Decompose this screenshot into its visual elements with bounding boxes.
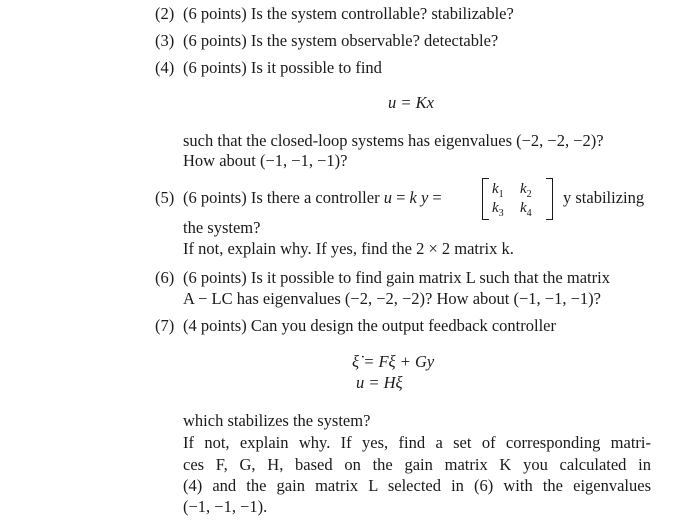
- item-2-text: (6 points) Is the system controllable? stabilizable?: [183, 4, 514, 23]
- item-7-continuation-4: (4) and the gain matrix L selected in (6) with the eigenvalues: [183, 476, 651, 495]
- item-4-continuation-2: How about (−1, −1, −1)?: [183, 151, 348, 170]
- item-5-line-2: the system?: [183, 218, 261, 237]
- item-5-text: (6 points) Is there a controller: [183, 188, 384, 207]
- item-5-after-matrix: y stabilizing: [563, 188, 645, 207]
- item-7-continuation-1: which stabilizes the system?: [183, 411, 371, 430]
- item-3-text: (6 points) Is the system observable? detectable?: [183, 31, 499, 50]
- matrix-cell-k3: $k_3$: [492, 200, 504, 219]
- matrix-left-bracket: [482, 178, 489, 220]
- matrix-cell-k4: $k_4$: [520, 200, 532, 219]
- math-y: y: [416, 188, 429, 207]
- item-6-line-1: (6 points) Is it possible to find gain matrix L such that the matrix: [183, 268, 610, 287]
- matrix-cell-k1: $k_1$: [492, 181, 504, 200]
- item-5-line-3: If not, explain why. If yes, find the 2 × 2 matrix k.: [183, 239, 514, 258]
- item-5-number: (5): [155, 188, 175, 207]
- math-k: k: [409, 188, 417, 207]
- gain-matrix: [468, 176, 554, 220]
- math-equals-2: =: [428, 188, 442, 207]
- item-7-number: (7): [155, 316, 175, 335]
- item-4-number: (4): [155, 58, 175, 77]
- equation-u-hxi: u = Hξ: [356, 373, 403, 392]
- item-7-continuation-3: ces F, G, H, based on the gain matrix K you calculated in: [183, 455, 651, 474]
- item-5-line-1: [183, 188, 442, 208]
- math-equals: =: [391, 188, 410, 207]
- equation-u-kx: u = Kx: [388, 93, 434, 112]
- item-2-number: (2): [155, 4, 175, 23]
- item-6-number: (6): [155, 268, 175, 287]
- item-4-text: (6 points) Is it possible to find: [183, 58, 382, 77]
- item-7-line-1: (4 points) Can you design the output feedback controller: [183, 316, 556, 335]
- item-3-number: (3): [155, 31, 175, 50]
- item-4-continuation-1: such that the closed-loop systems has eigenvalues (−2, −2, −2)?: [183, 131, 604, 150]
- matrix-cell-k2: $k_2$: [520, 181, 532, 200]
- math-u: u: [383, 188, 392, 207]
- item-6-line-2: A − LC has eigenvalues (−2, −2, −2)? How about (−1, −1, −1)?: [183, 289, 601, 308]
- matrix-right-bracket: [546, 178, 553, 220]
- equation-xi-dot: ξ̇ = Fξ + Gy: [352, 352, 435, 371]
- item-7-continuation-2: If not, explain why. If yes, find a set of corresponding matri-: [183, 433, 651, 452]
- item-7-continuation-5: (−1, −1, −1).: [183, 497, 268, 516]
